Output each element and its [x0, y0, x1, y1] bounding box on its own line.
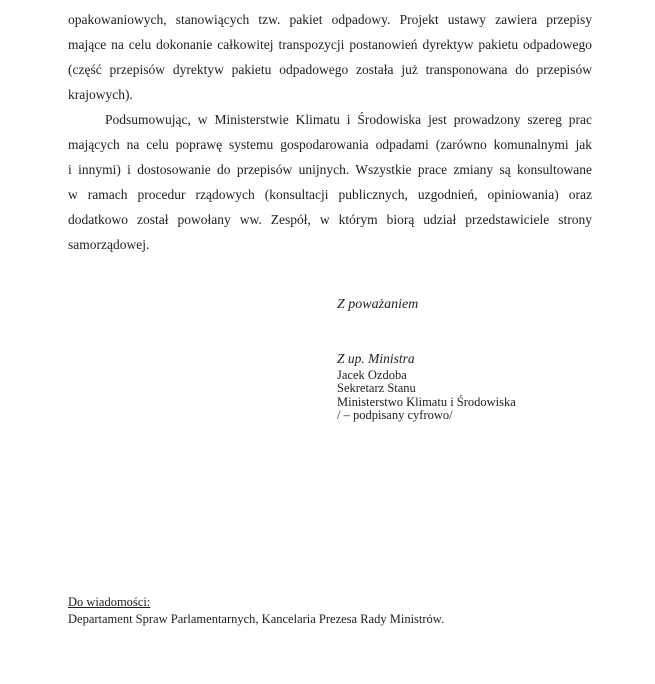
body-text-line: (część przepisów dyrektyw pakietu odpadowego została już transponowana do przepisów — [68, 62, 592, 77]
signature-block — [337, 352, 516, 423]
signatory-title: Sekretarz Stanu — [337, 381, 416, 395]
digital-signature-note: / – podpisany cyfrowo/ — [337, 408, 453, 422]
cc-label: Do wiadomości: — [68, 595, 151, 609]
signatory-organization: Ministerstwo Klimatu i Środowiska — [337, 394, 516, 409]
cc-block — [68, 594, 444, 628]
signatory-name: Jacek Ozdoba — [337, 367, 407, 382]
paragraph — [68, 7, 592, 107]
body-text-line: mające na celu dokonanie całkowitej transpozycji postanowień dyrektyw pakietu odpadowego — [68, 37, 592, 52]
body-text — [68, 7, 592, 257]
body-text-line: samorządowej. — [68, 237, 150, 252]
body-text-line: w ramach procedur rządowych (konsultacji publicznych, uzgodnień, opiniowania) oraz — [68, 187, 592, 202]
body-text-line: mających na celu poprawę systemu gospodarowania odpadami (zarówno komunalnymi jak — [68, 137, 592, 152]
authorization-line: Z up. Ministra — [337, 351, 415, 366]
closing-phrase: Z poważaniem — [337, 297, 419, 312]
body-text-line: dodatkowo został powołany ww. Zespół, w którym biorą udział przedstawiciele strony — [68, 212, 592, 227]
body-text-line: krajowych). — [68, 87, 133, 102]
body-text-line: opakowaniowych, stanowiących tzw. pakiet odpadowy. Projekt ustawy zawiera przepisy — [68, 12, 592, 27]
cc-recipients: Departament Spraw Parlamentarnych, Kancelaria Prezesa Rady Ministrów. — [68, 612, 445, 626]
body-text-line: i innymi) i dostosowanie do przepisów unijnych. Wszystkie prace zmiany są konsultowane — [68, 162, 592, 177]
body-text-line: Podsumowując, w Ministerstwie Klimatu i Środowiska jest prowadzony szereg prac — [105, 112, 592, 127]
paragraph — [68, 107, 592, 257]
